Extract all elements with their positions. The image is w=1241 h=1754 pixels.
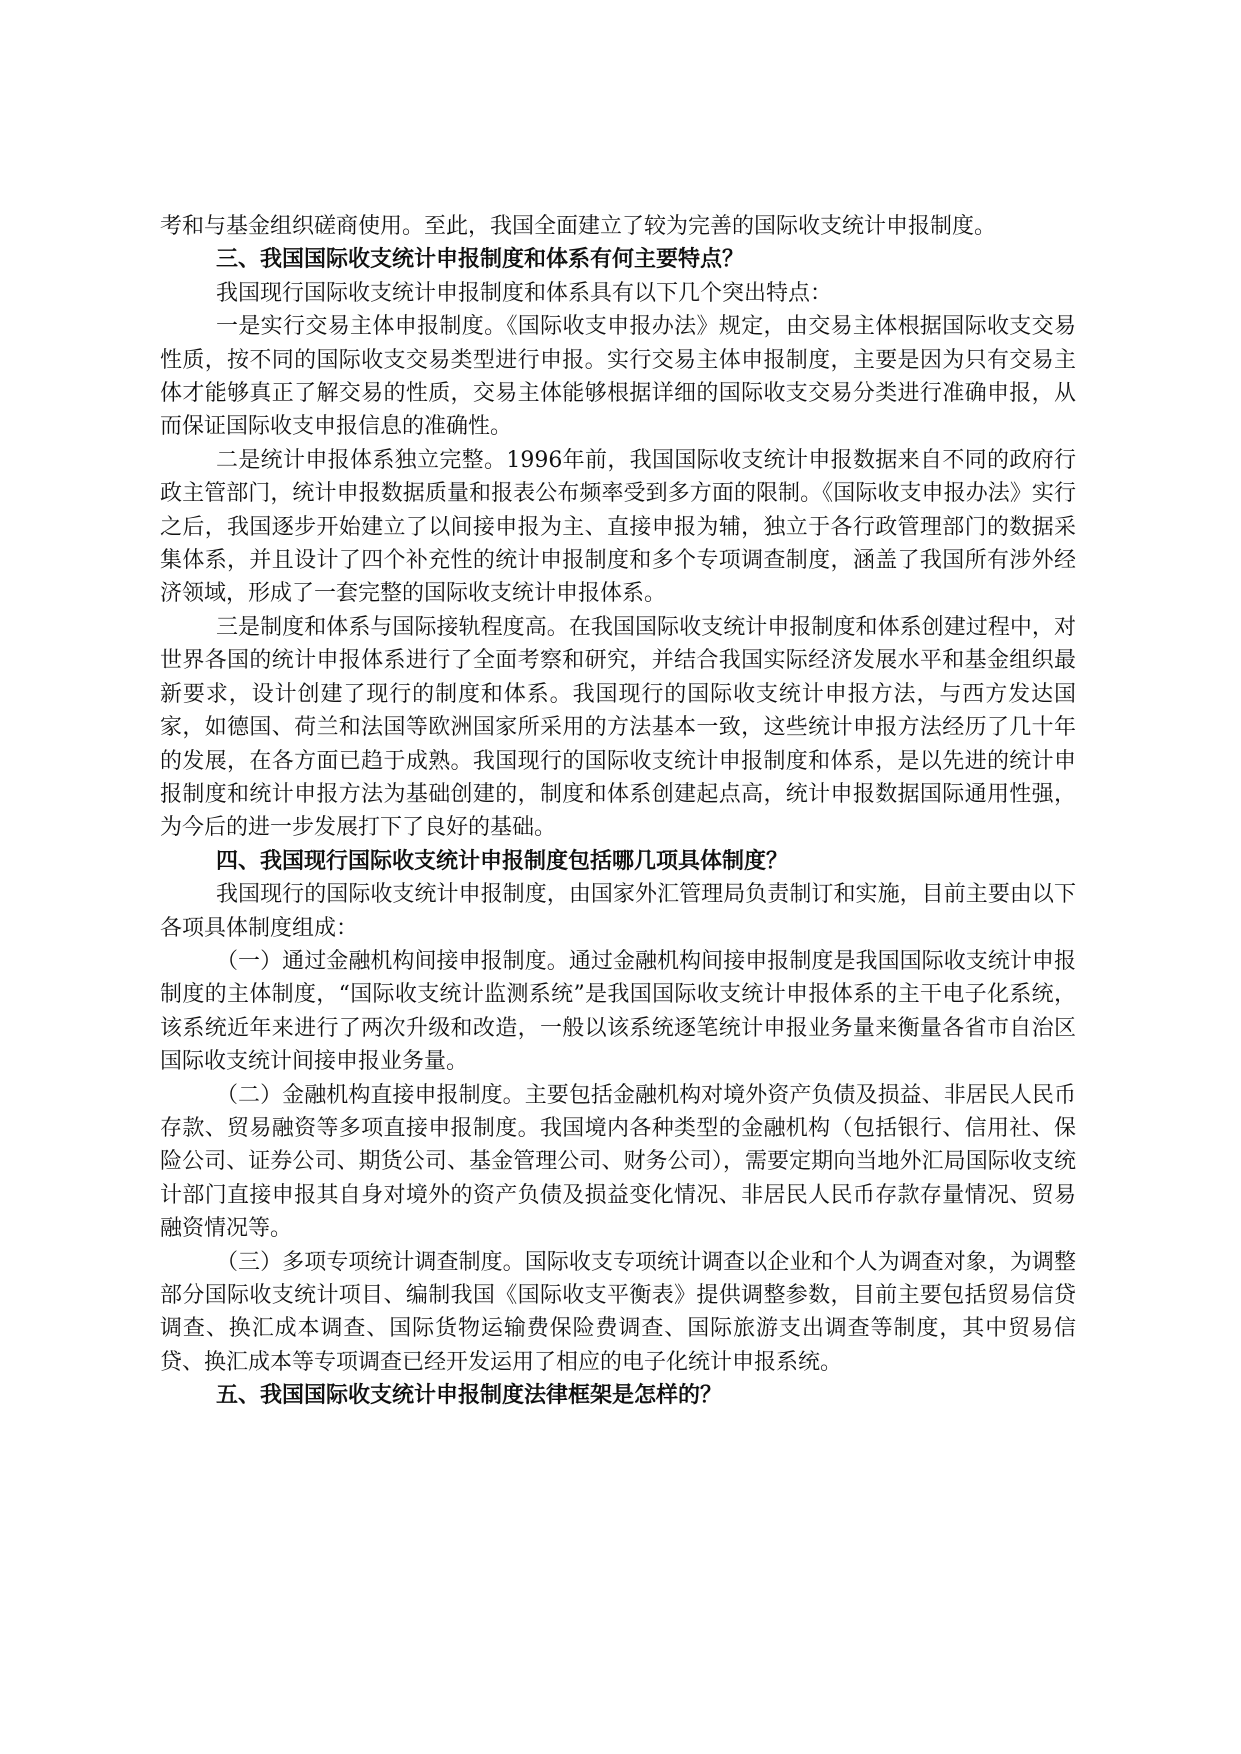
paragraph: （二）金融机构直接申报制度。主要包括金融机构对境外资产负债及损益、非居民人民币存款、贸易融资等多项直接申报制度。我国境内各种类型的金融机构（包括银行、信用社、保险公司、证券公司、期货公司、基金管理公司、财务公司），需要定期向当地外汇局国际收支统计部门直接申报其自身对境外的资产负债及损益变化情况、非居民人民币存款存量情况、贸易融资情况等。 xyxy=(160,1082,1076,1242)
paragraph: 二是统计申报体系独立完整。1996年前，我国国际收支统计申报数据来自不同的政府行政主管部门，统计申报数据质量和报表公布频率受到多方面的限制。《国际收支申报办法》实行之后，我国逐步开始建立了以间接申报为主、直接申报为辅，独立于各行政管理部门的数据采集体系，并且设计了四个补充性的统计申报制度和多个专项调查制度，涵盖了我国所有涉外经济领域，形成了一套完整的国际收支统计申报体系。 xyxy=(160,447,1076,607)
paragraph: （一）通过金融机构间接申报制度。通过金融机构间接申报制度是我国国际收支统计申报制度的主体制度，“国际收支统计监测系统”是我国国际收支统计申报体系的主干电子化系统，该系统近年来进行了两次升级和改造，一般以该系统逐笔统计申报业务量来衡量各省市自治区国际收支统计间接申报业务量。 xyxy=(160,948,1076,1075)
paragraph-continuation: 考和与基金组织磋商使用。至此，我国全面建立了较为完善的国际收支统计申报制度。 xyxy=(160,214,997,239)
section-heading-5: 五、我国国际收支统计申报制度法律框架是怎样的？ xyxy=(216,1382,723,1409)
paragraph: 三是制度和体系与国际接轨程度高。在我国国际收支统计申报制度和体系创建过程中，对世界各国的统计申报体系进行了全面考察和研究，并结合我国实际经济发展水平和基金组织最新要求，设计创建了现行的制度和体系。我国现行的国际收支统计申报方法，与西方发达国家，如德国、荷兰和法国等欧洲国家所采用的方法基本一致，这些统计申报方法经历了几十年的发展，在各方面已趋于成熟。我国现行的国际收支统计申报制度和体系，是以先进的统计申报制度和统计申报方法为基础创建的，制度和体系创建起点高，统计申报数据国际通用性强，为今后的进一步发展打下了良好的基础。 xyxy=(160,614,1076,841)
document-page xyxy=(160,210,1076,1413)
paragraph: （三）多项专项统计调查制度。国际收支专项统计调查以企业和个人为调查对象，为调整部分国际收支统计项目、编制我国《国际收支平衡表》提供调整参数，目前主要包括贸易信贷调查、换汇成本调查、国际货物运输费保险费调查、国际旅游支出调查等制度，其中贸易信贷、换汇成本等专项调查已经开发运用了相应的电子化统计申报系统。 xyxy=(160,1249,1076,1375)
paragraph: 我国现行国际收支统计申报制度和体系具有以下几个突出特点： xyxy=(216,280,833,306)
paragraph: 我国现行的国际收支统计申报制度，由国家外汇管理局负责制订和实施，目前主要由以下各项具体制度组成： xyxy=(160,882,1076,941)
paragraph: 一是实行交易主体申报制度。《国际收支申报办法》规定，由交易主体根据国际收支交易性质，按不同的国际收支交易类型进行申报。实行交易主体申报制度，主要是因为只有交易主体才能够真正了解交易的性质，交易主体能够根据详细的国际收支交易分类进行准确申报，从而保证国际收支申报信息的准确性。 xyxy=(160,314,1076,440)
section-heading-4: 四、我国现行国际收支统计申报制度包括哪几项具体制度？ xyxy=(216,847,789,874)
section-heading-3: 三、我国国际收支统计申报制度和体系有何主要特点？ xyxy=(216,246,745,273)
